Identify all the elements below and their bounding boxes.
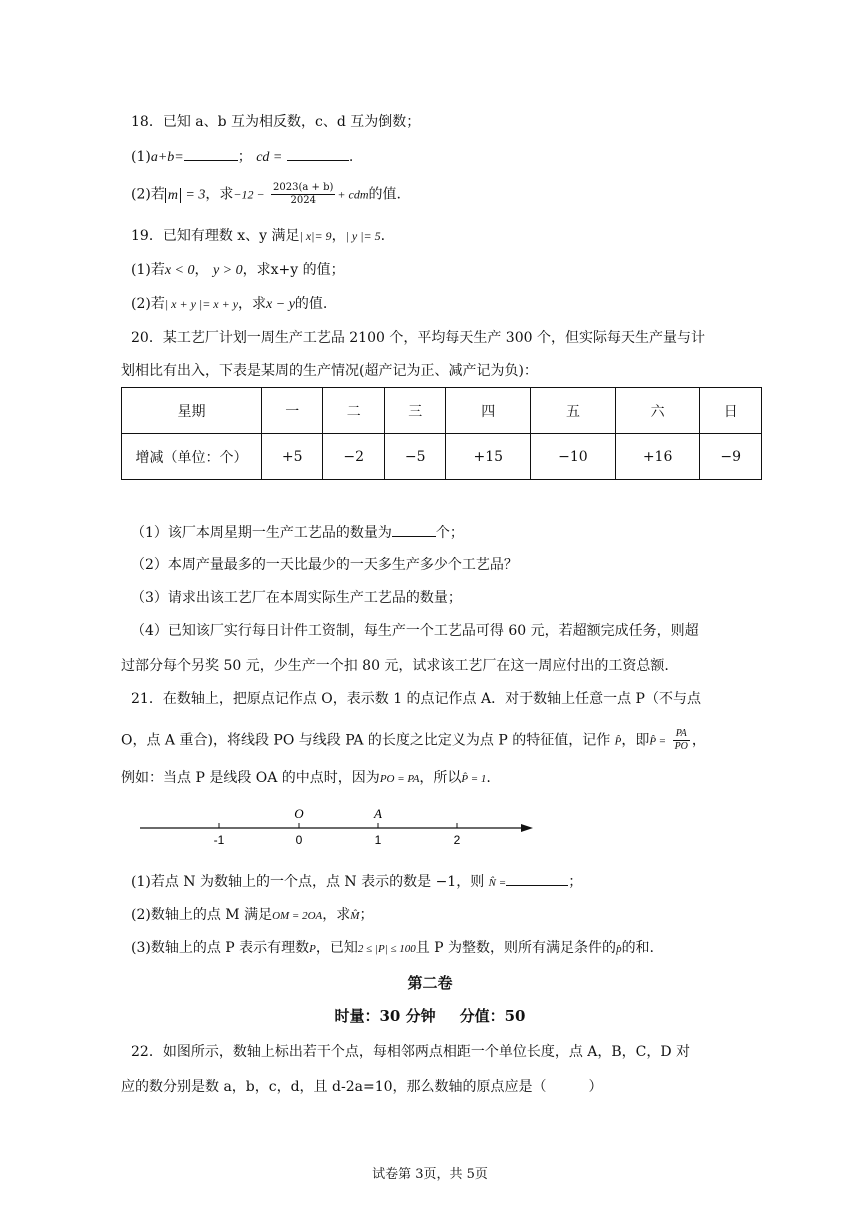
q19-part1: (1)若x < 0， y > 0，求x+y 的值；: [131, 262, 345, 278]
number-line: [130, 803, 540, 853]
part2-info: [0, 1005, 860, 1026]
table-cell: 三: [384, 388, 445, 434]
q20-sub1: （1）该厂本周星期一生产工艺品的数量为 个；: [131, 522, 464, 543]
q22-line1: 22．如图所示，数轴上标出若干个点，每相邻两点相距一个单位长度，点 A，B，C，D 对: [131, 1044, 691, 1060]
answer-blank[interactable]: [392, 522, 436, 537]
page-footer: 试卷第 3页，共 5页: [372, 1167, 488, 1182]
table-cell: −2: [323, 434, 384, 480]
table-header-label: 星期: [122, 388, 262, 434]
q21-part1: (1)若点 N 为数轴上的一个点，点 N 表示的数是 −1，则 N̂ = ；: [131, 871, 582, 893]
table-cell: +15: [446, 434, 531, 480]
axis-label-O: O: [294, 806, 304, 821]
fraction: $\frac{2023(a + b)}{2024}$: [273, 182, 334, 206]
axis-label-A: A: [374, 806, 382, 821]
table-cell: 四: [446, 388, 531, 434]
answer-blank[interactable]: [287, 146, 349, 161]
time-limit: 时量：30 分钟: [334, 1007, 436, 1025]
q18-part2: (2)若 m = 3，求−12 − $\frac{2023(a + b)}{2024}$ + cdm的值.: [131, 182, 401, 206]
table-cell: −5: [384, 434, 445, 480]
q21-part2: (2)数轴上的点 M 满足OM = 2OA，求M̂；: [131, 907, 374, 923]
table-cell: −10: [531, 434, 616, 480]
table-cell: 六: [615, 388, 700, 434]
table-row: [122, 434, 762, 480]
table-cell: +5: [262, 434, 323, 480]
table-cell: +16: [615, 434, 700, 480]
q19-stem: 19．已知有理数 x、y 满足| x|= 9，| y |= 5.: [131, 228, 386, 244]
q20-stem-line1: 20．某工艺厂计划一周生产工艺品 2100 个，平均每天生产 300 个，但实际每天生产量与计: [131, 330, 705, 346]
q19-part2: (2)若| x + y |= x + y，求x − y的值.: [131, 296, 328, 312]
table-header-row: [122, 388, 762, 434]
axis-tick-label: 0: [295, 833, 303, 847]
q20-sub2: （2）本周产量最多的一天比最少的一天多生产多少个工艺品？: [131, 557, 518, 573]
table-cell: 二: [323, 388, 384, 434]
table-cell: 日: [700, 388, 762, 434]
answer-blank[interactable]: [506, 871, 568, 886]
fraction: $\frac{PA}{PO}$: [674, 728, 688, 752]
q20-sub3: （3）请求出该工艺厂在本周实际生产工艺品的数量；: [131, 590, 462, 606]
answer-blank[interactable]: [184, 146, 238, 161]
q21-line2: O，点 A 重合)，将线段 PO 与线段 PA 的长度之比定义为点 P 的特征值，记作 P̂，即P̂ = $\frac{PA}{PO}$ ，: [121, 728, 706, 752]
axis-tick-label: 1: [374, 833, 382, 847]
q21-part3: (3)数轴上的点 P 表示有理数P，已知2 ≤ |P| ≤ 100且 P 为整数，则所有满足条件的p̂的和.: [131, 940, 655, 956]
q20-sub4b: 过部分每个另奖 50 元，少生产一个扣 80 元，试求该工艺厂在这一周应付出的工资总额.: [121, 658, 669, 674]
production-table: [121, 387, 762, 480]
q18-part1: (1)a+b= ； cd = .: [131, 146, 353, 168]
score-total: 分值：50: [459, 1007, 526, 1025]
axis-tick-label: 2: [453, 833, 461, 847]
table-cell: −9: [700, 434, 762, 480]
q21-line3: 例如：当点 P 是线段 OA 的中点时，因为PO = PA，所以P̂ = 1.: [121, 770, 491, 786]
part2-title: 第二卷: [407, 974, 453, 992]
q22-line2: 应的数分别是数 a，b，c，d，且 d-2a=10，那么数轴的原点应是（ ）: [121, 1079, 603, 1095]
abs-m: m: [165, 188, 181, 203]
q21-line1: 21．在数轴上，把原点记作点 O，表示数 1 的点记作点 A．对于数轴上任意一点 P（不与点: [131, 691, 701, 707]
q20-sub4a: （4）已知该厂实行每日计件工资制，每生产一个工艺品可得 60 元，若超额完成任务，则超: [131, 623, 699, 639]
table-row-label: 增减（单位：个）: [122, 434, 262, 480]
axis-tick-label: -1: [213, 833, 225, 847]
table-cell: 一: [262, 388, 323, 434]
table-cell: 五: [531, 388, 616, 434]
q18-stem: 18．已知 a、b 互为相反数，c、d 互为倒数；: [131, 114, 421, 130]
q20-stem-line2: 划相比有出入，下表是某周的生产情况(超产记为正、减产记为负)：: [121, 363, 538, 379]
